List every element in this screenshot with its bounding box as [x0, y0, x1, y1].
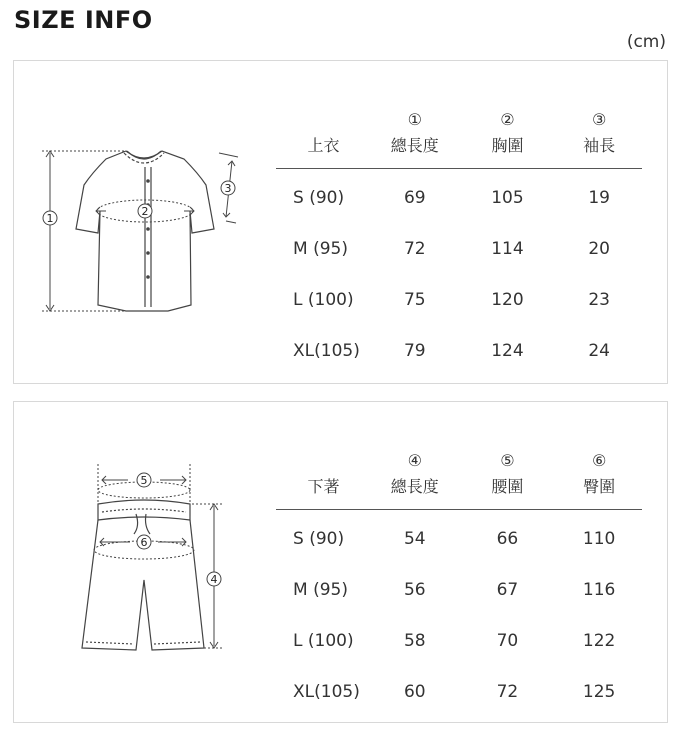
value-cell: 122: [582, 630, 616, 651]
shirt-illustration: [14, 61, 264, 383]
column-header-top: 上衣: [276, 95, 371, 169]
size-cell: L (100): [293, 289, 354, 310]
value-cell: 23: [588, 289, 610, 310]
table-header-row: [276, 436, 642, 510]
table-row: [276, 169, 642, 224]
value-cell: 79: [403, 340, 426, 361]
value-cell: 120: [491, 289, 524, 310]
size-cell: M (95): [293, 579, 348, 600]
column-header-length: ① 總長度: [371, 95, 459, 169]
value-cell: 110: [582, 528, 616, 549]
table-row: [276, 615, 642, 666]
value-cell: 56: [403, 579, 426, 600]
table-header-row: [276, 95, 642, 169]
value-cell: 60: [403, 681, 426, 702]
value-cell: 105: [491, 187, 524, 208]
value-cell: 58: [403, 630, 426, 651]
marker-6-icon: 6: [140, 536, 148, 549]
marker-5-icon: 5: [140, 474, 148, 487]
size-cell: L (100): [293, 630, 354, 651]
value-cell: 75: [403, 289, 426, 310]
value-cell: 70: [496, 630, 519, 651]
page-title: SIZE INFO: [14, 6, 153, 34]
column-header-length: ④ 總長度: [371, 436, 459, 510]
value-cell: 125: [582, 681, 616, 702]
size-cell: S (90): [293, 528, 345, 549]
shorts-illustration: [14, 402, 264, 722]
column-header-sleeve: ③ 袖長: [556, 95, 642, 169]
value-cell: 124: [491, 340, 524, 361]
value-cell: 114: [491, 238, 524, 259]
bottom-size-table: [276, 436, 642, 717]
marker-2-icon: 2: [141, 205, 149, 218]
value-cell: 24: [588, 340, 610, 361]
size-cell: S (90): [293, 187, 345, 208]
bottom-size-panel: [13, 401, 668, 723]
column-header-chest: ② 胸圍: [459, 95, 557, 169]
table-row: [276, 666, 642, 717]
value-cell: 20: [588, 238, 610, 259]
column-header-bottoms: 下著: [276, 436, 371, 510]
value-cell: 116: [582, 579, 616, 600]
column-header-waist: ⑤ 腰圍: [459, 436, 557, 510]
value-cell: 54: [403, 528, 426, 549]
marker-1-icon: 1: [46, 212, 54, 225]
table-row: [276, 510, 642, 565]
marker-4-icon: 4: [210, 573, 218, 586]
value-cell: 69: [403, 187, 426, 208]
size-cell: XL(105): [293, 681, 360, 702]
table-row: [276, 564, 642, 615]
value-cell: 19: [588, 187, 610, 208]
size-cell: M (95): [293, 238, 348, 259]
table-row: [276, 274, 642, 325]
table-row: [276, 223, 642, 274]
value-cell: 72: [403, 238, 426, 259]
marker-3-icon: 3: [224, 182, 232, 195]
table-row: [276, 325, 642, 376]
size-cell: XL(105): [293, 340, 360, 361]
top-size-table: [276, 95, 642, 376]
value-cell: 72: [496, 681, 519, 702]
column-header-hip: ⑥ 臀圍: [556, 436, 642, 510]
value-cell: 67: [496, 579, 519, 600]
unit-label: (cm): [626, 32, 666, 52]
value-cell: 66: [496, 528, 519, 549]
top-size-panel: [13, 60, 668, 384]
